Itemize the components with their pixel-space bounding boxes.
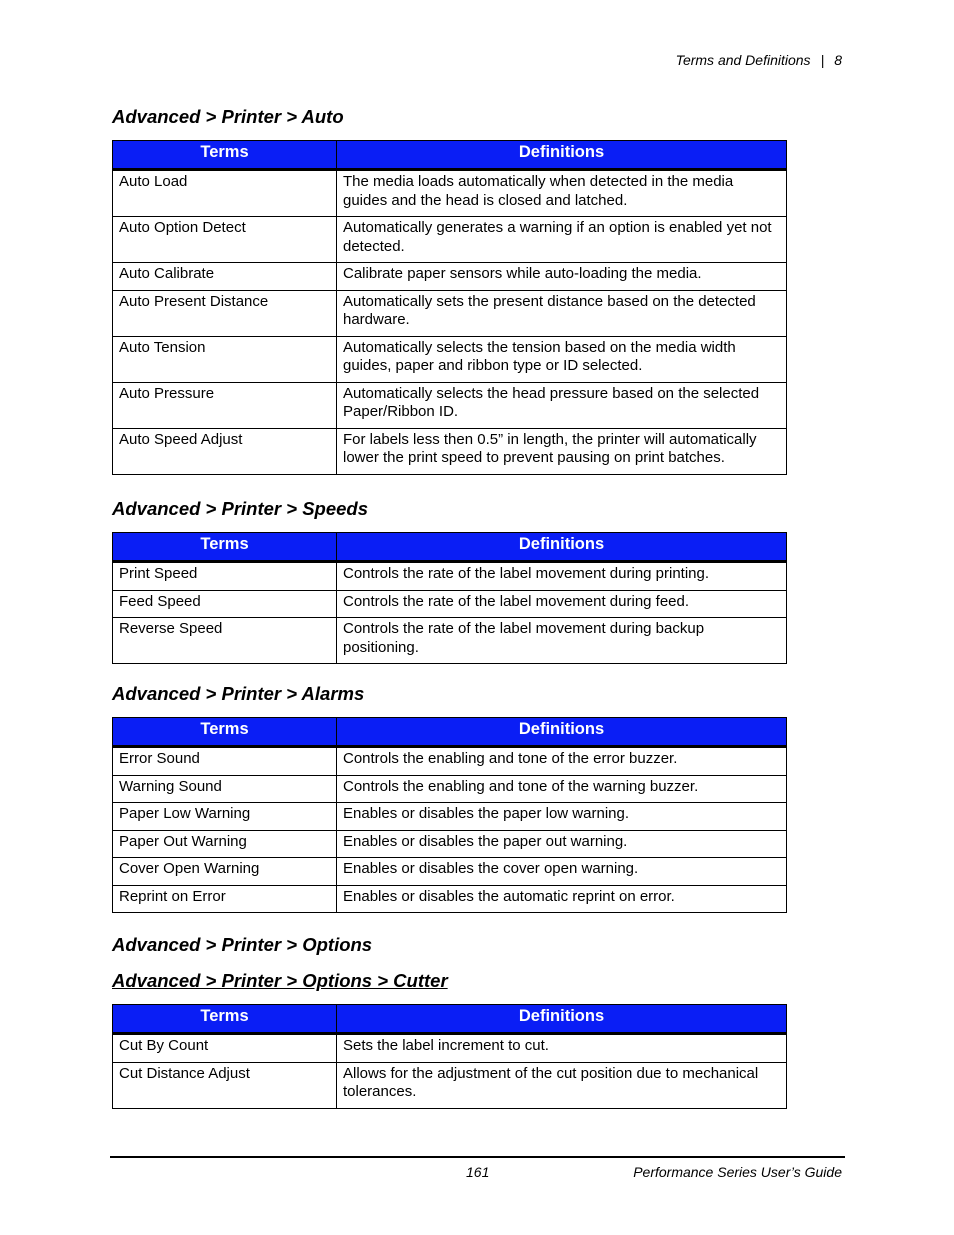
term-cell: Cover Open Warning: [113, 858, 337, 886]
footer-divider: [110, 1156, 845, 1158]
section-heading-auto: Advanced > Printer > Auto: [112, 106, 344, 127]
speeds-terms-table: [112, 532, 787, 664]
table-header-row: [113, 1005, 787, 1034]
table-row: [113, 263, 787, 291]
table-row: [113, 858, 787, 886]
definitions-column-header: Definitions: [337, 1005, 787, 1034]
term-cell: Auto Present Distance: [113, 290, 337, 336]
cutter-terms-table: [112, 1004, 787, 1109]
term-cell: Auto Pressure: [113, 382, 337, 428]
definition-cell: Enables or disables the cover open warning.: [337, 858, 787, 886]
section-title: Terms and Definitions: [675, 52, 811, 68]
term-cell: Reverse Speed: [113, 618, 337, 664]
definition-cell: Controls the rate of the label movement during printing.: [337, 562, 787, 591]
table-row: [113, 830, 787, 858]
term-cell: Paper Out Warning: [113, 830, 337, 858]
table-row: [113, 1034, 787, 1063]
term-cell: Auto Speed Adjust: [113, 428, 337, 474]
term-cell: Cut Distance Adjust: [113, 1062, 337, 1108]
definition-cell: Automatically selects the head pressure based on the selected Paper/Ribbon ID.: [337, 382, 787, 428]
alarms-terms-table: [112, 717, 787, 913]
table-header-row: [113, 718, 787, 747]
section-heading-alarms: Advanced > Printer > Alarms: [112, 683, 365, 704]
term-cell: Paper Low Warning: [113, 803, 337, 831]
table-row: [113, 590, 787, 618]
term-cell: Warning Sound: [113, 775, 337, 803]
table-row: [113, 1062, 787, 1108]
table-row: [113, 290, 787, 336]
table-row: [113, 336, 787, 382]
definition-cell: Automatically selects the tension based on the media width guides, paper and ribbon type or ID selected.: [337, 336, 787, 382]
definitions-column-header: Definitions: [337, 533, 787, 562]
table-row: [113, 775, 787, 803]
terms-column-header: Terms: [113, 718, 337, 747]
table-row: [113, 747, 787, 776]
table-row: [113, 885, 787, 913]
term-cell: Reprint on Error: [113, 885, 337, 913]
definition-cell: Controls the enabling and tone of the error buzzer.: [337, 747, 787, 776]
page-number: 161: [466, 1164, 490, 1180]
section-heading-cutter: Advanced > Printer > Options > Cutter: [112, 970, 448, 991]
terms-column-header: Terms: [113, 533, 337, 562]
table-row: [113, 170, 787, 217]
term-cell: Auto Tension: [113, 336, 337, 382]
definition-cell: Automatically generates a warning if an option is enabled yet not detected.: [337, 217, 787, 263]
definition-cell: Controls the enabling and tone of the warning buzzer.: [337, 775, 787, 803]
definitions-column-header: Definitions: [337, 718, 787, 747]
terms-column-header: Terms: [113, 1005, 337, 1034]
term-cell: Print Speed: [113, 562, 337, 591]
term-cell: Error Sound: [113, 747, 337, 776]
term-cell: Cut By Count: [113, 1034, 337, 1063]
definition-cell: Allows for the adjustment of the cut position due to mechanical tolerances.: [337, 1062, 787, 1108]
definition-cell: Enables or disables the paper low warning.: [337, 803, 787, 831]
definition-cell: Sets the label increment to cut.: [337, 1034, 787, 1063]
table-row: [113, 428, 787, 474]
definition-cell: Enables or disables the paper out warning.: [337, 830, 787, 858]
guide-title: Performance Series User’s Guide: [633, 1164, 842, 1180]
table-row: [113, 803, 787, 831]
terms-column-header: Terms: [113, 141, 337, 170]
table-row: [113, 217, 787, 263]
definition-cell: Enables or disables the automatic reprint on error.: [337, 885, 787, 913]
definition-cell: For labels less then 0.5” in length, the printer will automatically lower the print speed to prevent pausing on print batches.: [337, 428, 787, 474]
section-heading-options: Advanced > Printer > Options: [112, 934, 373, 955]
term-cell: Feed Speed: [113, 590, 337, 618]
table-row: [113, 562, 787, 591]
definition-cell: Automatically sets the present distance based on the detected hardware.: [337, 290, 787, 336]
running-header: [676, 52, 842, 68]
table-row: [113, 382, 787, 428]
definition-cell: Controls the rate of the label movement during backup positioning.: [337, 618, 787, 664]
definition-cell: Calibrate paper sensors while auto-loading the media.: [337, 263, 787, 291]
header-separator: |: [820, 52, 825, 68]
table-row: [113, 618, 787, 664]
auto-terms-table: [112, 140, 787, 475]
definitions-column-header: Definitions: [337, 141, 787, 170]
term-cell: Auto Load: [113, 170, 337, 217]
term-cell: Auto Calibrate: [113, 263, 337, 291]
definition-cell: The media loads automatically when detected in the media guides and the head is closed and latched.: [337, 170, 787, 217]
definition-cell: Controls the rate of the label movement during feed.: [337, 590, 787, 618]
chapter-number: 8: [834, 52, 842, 68]
table-header-row: [113, 141, 787, 170]
term-cell: Auto Option Detect: [113, 217, 337, 263]
table-header-row: [113, 533, 787, 562]
section-heading-speeds: Advanced > Printer > Speeds: [112, 498, 369, 519]
